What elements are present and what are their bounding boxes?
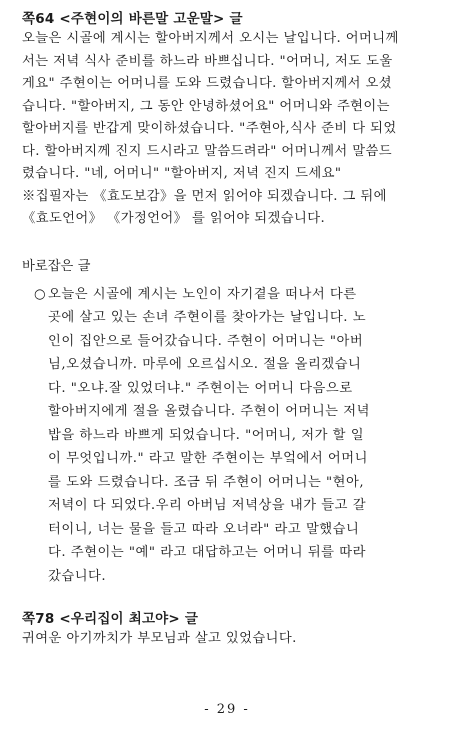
text-line: 저녁이 다 되었다.우리 아버님 저녁상을 내가 들고 갈 <box>48 498 367 513</box>
text-line: 님,오셨습니까. 마루에 오르십시오. 절을 올리겠습니 <box>48 357 362 372</box>
text-line: 서는 저녁 식사 준비를 하느라 바쁘십니다. "어머니, 저도 도울 <box>22 53 393 69</box>
text-line: 습니다. "할아버지, 그 동안 안녕하셨어요" 어머니와 주현이는 <box>22 98 390 114</box>
section-heading-page64: 쪽64 <주현이의 바른말 고운말> 글 <box>22 11 243 27</box>
text-line: 다. 할아버지께 진지 드시라고 말씀드려라" 어머니께서 말씀드 <box>22 143 393 159</box>
text-line: 오늘은 시골에 계시는 노인이 자기곁을 떠나서 다른 <box>48 286 357 302</box>
text-line: 인이 집안으로 들어갔습니다. 주현이 어머니는 "아버 <box>48 333 364 349</box>
text-line: 《효도언어》 《가정언어》 를 읽어야 되겠습니다. <box>22 211 326 226</box>
text-line: 게요" 주현이는 어머니를 도와 드렸습니다. 할아버지께서 오셨 <box>22 76 393 91</box>
original-text-block <box>22 28 440 231</box>
text-line: 렸습니다. "네, 어머니" "할아버지, 저녁 진지 드세요" <box>22 166 342 181</box>
bullet-circle: ○ <box>34 286 46 302</box>
text-line: 다. "오냐.잘 있었더냐." 주현이는 어머니 다음으로 <box>48 380 353 396</box>
text-line: 를 도와 드렸습니다. 조금 뒤 주현이 어머니는 "현아, <box>48 474 365 490</box>
text-line: 다. 주현이는 "예" 라고 대답하고는 어머니 뒤를 따라 <box>48 545 366 560</box>
text-line: 오늘은 시골에 계시는 할아버지께서 오시는 날입니다. 어머니께 <box>22 31 399 46</box>
text-line: ※집필자는 《효도보감》을 먼저 읽어야 되겠습니다. 그 뒤에 <box>22 188 387 204</box>
text-line: 갔습니다. <box>48 568 107 584</box>
text-line: 할아버지에게 절을 올렸습니다. 주현이 어머니는 저녁 <box>48 404 370 419</box>
section-heading-page78: 쪽78 <우리집이 최고야> 글 <box>22 611 199 627</box>
page-number: - 29 - <box>204 702 250 717</box>
text-line: 터이니, 너는 물을 들고 따라 오너라" 라고 말했습니 <box>48 521 360 537</box>
text-line: 이 무엇입니까." 라고 말한 주현이는 부엌에서 어머니 <box>48 451 368 466</box>
section-heading-corrected: 바로잡은 글 <box>22 258 91 274</box>
page78-text-block <box>22 628 440 650</box>
text-line: 귀여운 아기까치가 부모님과 살고 있었습니다. <box>22 631 297 646</box>
text-line: 곳에 살고 있는 손녀 주현이를 찾아가는 날입니다. 노 <box>48 310 367 325</box>
text-line: 밥을 하느라 바쁘게 되었습니다. "어머니, 저가 할 일 <box>48 427 365 443</box>
text-line: 할아버지를 반갑게 맞이하셨습니다. "주현아,식사 준비 다 되었 <box>22 121 397 136</box>
corrected-text-block <box>22 283 440 589</box>
